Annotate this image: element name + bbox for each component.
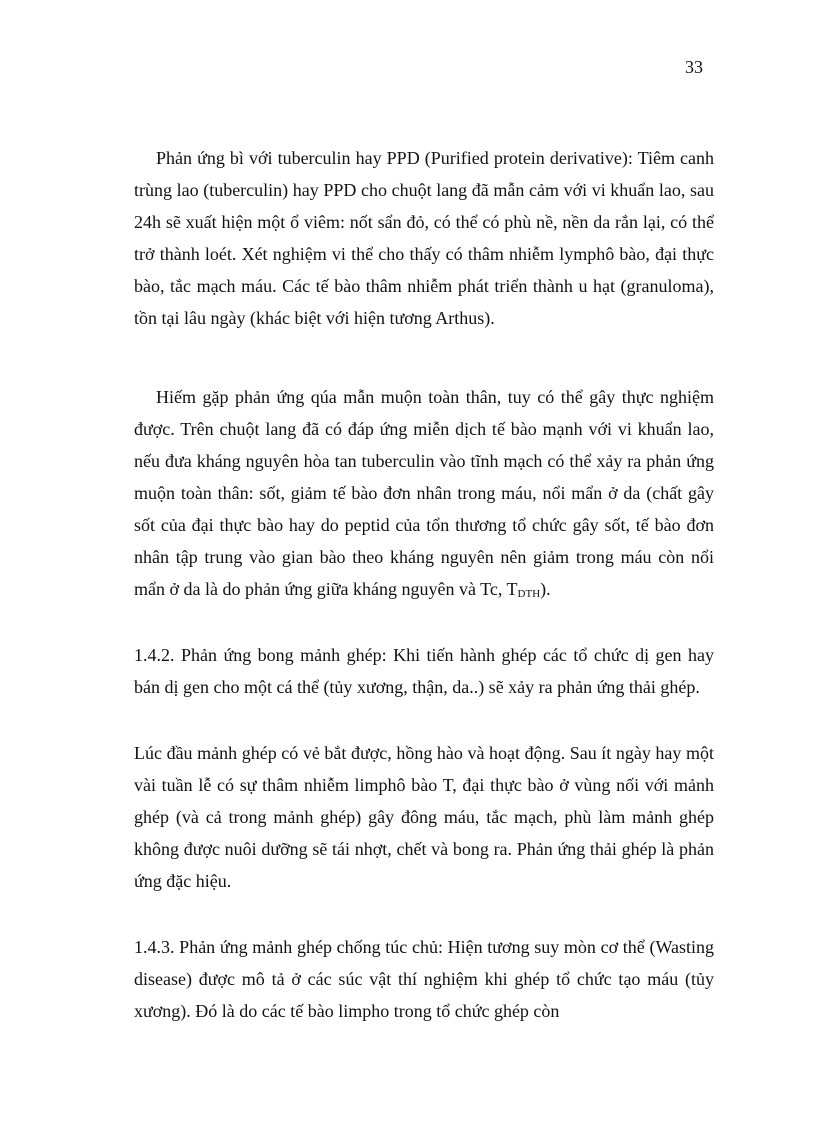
paragraph-graft-versus-host: 1.4.3. Phản ứng mảnh ghép chống túc chủ: Hiện tương suy mòn cơ thể (Wasting disease) được mô tả ở các súc vật thí nghiệm khi ghép tổ chức tạo máu (tủy xương). Đó là do các tế bào limpho trong tổ chức ghép còn xyxy=(134,937,714,1021)
paragraph-graft-rejection-description: Lúc đầu mảnh ghép có vẻ bắt được, hồng hào và hoạt động. Sau ít ngày hay một vài tuần lễ có sự thâm nhiễm limphô bào T, đại thực bào ở vùng nối với mảnh ghép (và cả trong mảnh ghép) gây đông máu, tắc mạch, phù làm mảnh ghép không được nuôi dưỡng sẽ tái nhợt, chết và bong ra. Phản ứng thải ghép là phản ứng đặc hiệu. xyxy=(134,743,714,891)
subscript-dth: DTH xyxy=(517,588,541,600)
paragraph-graft-rejection-heading: 1.4.2. Phản ứng bong mảnh ghép: Khi tiến hành ghép các tổ chức dị gen hay bán dị gen cho một cá thể (tủy xương, thận, da..) sẽ xảy ra phản ứng thải ghép. xyxy=(134,645,714,697)
page-number: 33 xyxy=(685,57,703,77)
page-body xyxy=(134,142,714,1027)
paragraph-text: Hiếm gặp phản ứng qúa mẫn muộn toàn thân, tuy có thể gây thực nghiệm được. Trên chuột lang đã có đáp ứng miễn dịch tế bào mạnh với vi khuẩn lao, nếu đưa kháng nguyên hòa tan tuberculin vào tĩnh mạch có thể xảy ra phản ứng muộn toàn thân: sốt, giảm tế bào đơn nhân trong máu, nổi mẩn ở da (chất gây sốt của đại thực bào hay do peptid của tổn thương tổ chức gây sốt, tế bào đơn nhân tập trung vào gian bào theo kháng nguyên nên giảm trong máu còn nổi mẩn ở da là do phản ứng giữa kháng nguyên và Tc, T xyxy=(134,387,714,599)
paragraph-text-end: ). xyxy=(540,579,551,599)
paragraph-tuberculin-skin-reaction: Phản ứng bì với tuberculin hay PPD (Purified protein derivative): Tiêm canh trùng lao (tuberculin) hay PPD cho chuột lang đã mẫn cảm với vi khuẩn lao, sau 24h sẽ xuất hiện một ổ viêm: nốt sẩn đỏ, có thể có phù nề, nền da rắn lại, có thể trở thành loét. Xét nghiệm vi thể cho thấy có thâm nhiễm lymphô bào, đại thực bào, tắc mạch máu. Các tế bào thâm nhiễm phát triển thành u hạt (granuloma), tồn tại lâu ngày (khác biệt với hiện tương Arthus). xyxy=(134,148,714,328)
paragraph-systemic-delayed-hypersensitivity xyxy=(134,381,714,605)
